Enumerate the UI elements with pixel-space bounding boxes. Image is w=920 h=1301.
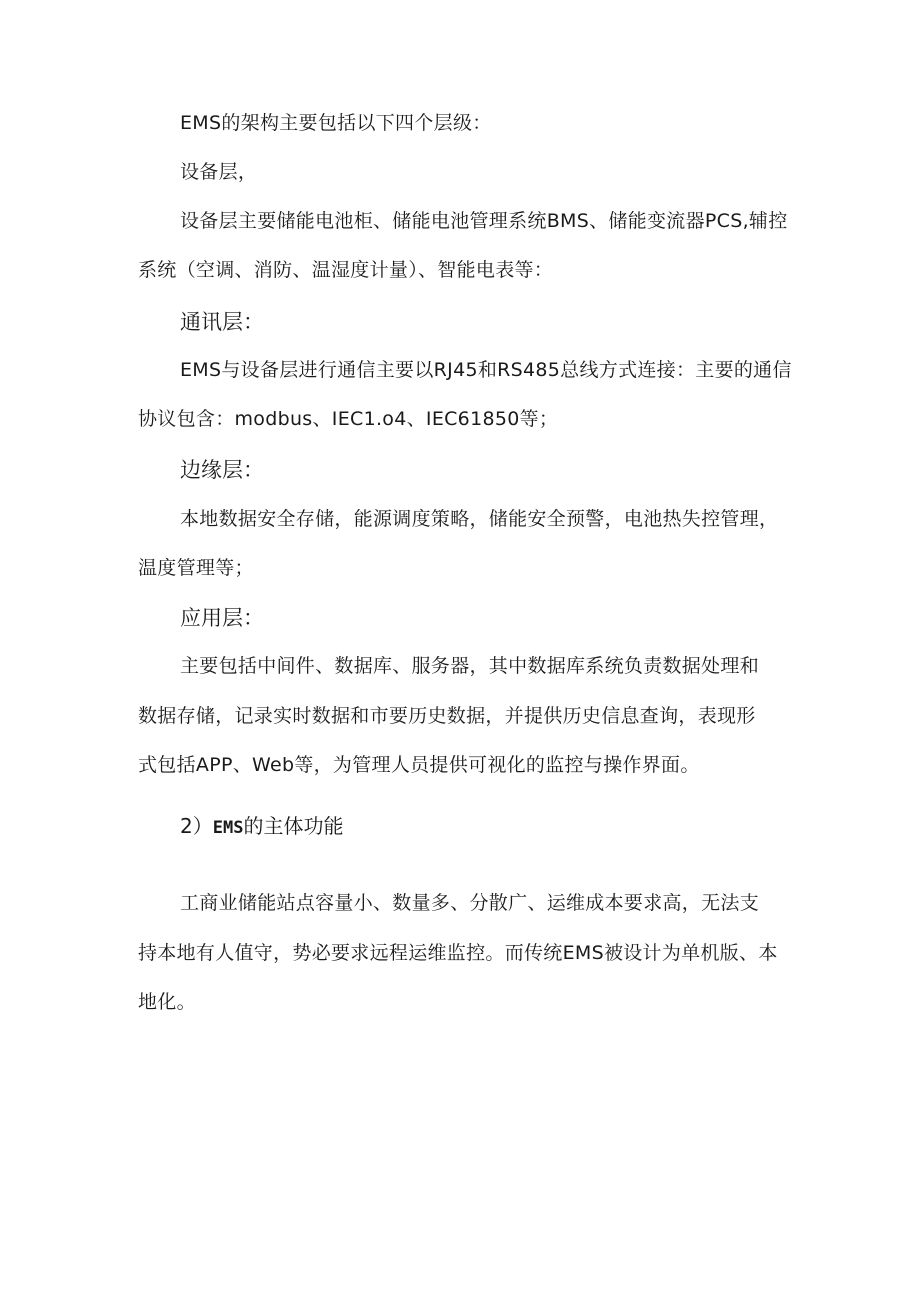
section-2-title [180,812,343,842]
device-layer-text-line1: 设备层主要储能电池柜、储能电池管理系统BMS、储能变流器PCS,辅控 [180,210,788,232]
section-2-number: 2） [180,814,213,838]
device-layer-text-line2: 系统（空调、消防、温湿度计量）、智能电表等： [138,259,554,281]
section-2-title-text: 的主体功能 [243,814,344,838]
comm-layer-heading: 通讯层： [180,310,264,334]
comm-layer-text-line2: 协议包含：modbus、IEC1.o4、IEC61850等； [138,408,559,430]
edge-layer-text-line1: 本地数据安全存储，能源调度策略，储能安全预警，电池热失控管理， [180,508,779,530]
app-layer-text-line2: 数据存储，记录实时数据和市要历史数据，并提供历史信息查询，表现形 [138,705,756,727]
comm-layer-text-line1: EMS与设备层进行通信主要以RJ45和RS485总线方式连接：主要的通信 [180,359,792,381]
edge-layer-heading: 边缘层： [180,458,264,482]
intro-paragraph: EMS的架构主要包括以下四个层级： [180,112,492,134]
app-layer-heading: 应用层： [180,606,264,630]
device-layer-title: 设备层， [180,161,258,183]
function-text-line3: 地化。 [138,991,196,1013]
function-text-line1: 工商业储能站点容量小、数量多、分散广、运维成本要求高，无法支 [180,892,760,914]
app-layer-text-line1: 主要包括中间件、数据库、服务器，其中数据库系统负责数据处理和 [180,655,760,677]
edge-layer-text-line2: 温度管理等； [138,557,254,579]
function-text-line2: 持本地有人值守，势必要求远程运维监控。而传统EMS被设计为单机版、本 [138,942,778,964]
app-layer-text-line3: 式包括APP、Web等，为管理人员提供可视化的监控与操作界面。 [138,754,700,776]
section-2-ems: EMS [212,818,244,838]
